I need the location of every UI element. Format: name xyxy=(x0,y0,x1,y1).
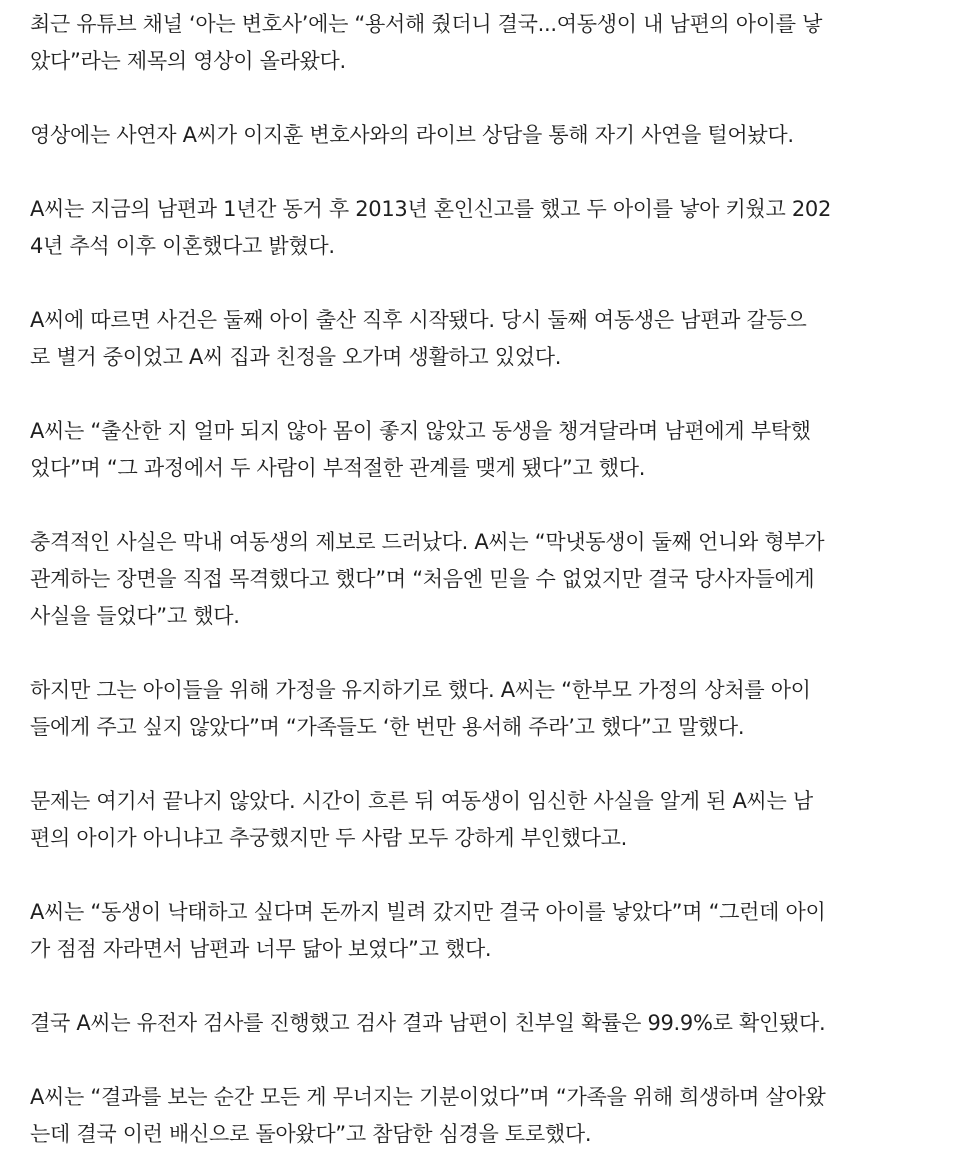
text-line: 었다”며 “그 과정에서 두 사람이 부적절한 관계를 맺게 됐다”고 했다. xyxy=(30,456,646,480)
paragraph xyxy=(30,302,949,376)
text-line: 사실을 들었다”고 했다. xyxy=(30,604,240,628)
text-line: A씨는 “결과를 보는 순간 모든 게 무너지는 기분이었다”며 “가족을 위해 희생하며 살아왔 xyxy=(30,1085,826,1109)
paragraph xyxy=(30,1005,949,1042)
text-line: 로 별거 중이었고 A씨 집과 친정을 오가며 생활하고 있었다. xyxy=(30,345,562,369)
paragraph xyxy=(30,413,949,487)
paragraph xyxy=(30,191,949,265)
text-line: 최근 유튜브 채널 ‘아는 변호사’에는 “용서해 줬더니 결국...여동생이 내 남편의 아이를 낳 xyxy=(30,12,823,36)
text-line: 문제는 여기서 끝나지 않았다. 시간이 흐른 뒤 여동생이 임신한 사실을 알게 된 A씨는 남 xyxy=(30,789,813,813)
text-line: A씨는 “출산한 지 얼마 되지 않아 몸이 좋지 않았고 동생을 챙겨달라며 남편에게 부탁했 xyxy=(30,419,811,443)
text-line: 4년 추석 이후 이혼했다고 밝혔다. xyxy=(30,234,335,258)
text-line: 편의 아이가 아니냐고 추궁했지만 두 사람 모두 강하게 부인했다고. xyxy=(30,826,627,850)
text-line: 았다”라는 제목의 영상이 올라왔다. xyxy=(30,49,346,73)
text-line: 하지만 그는 아이들을 위해 가정을 유지하기로 했다. A씨는 “한부모 가정의 상처를 아이 xyxy=(30,678,811,702)
text-line: A씨는 “동생이 낙태하고 싶다며 돈까지 빌려 갔지만 결국 아이를 낳았다”며 “그런데 아이 xyxy=(30,900,826,924)
text-line: 들에게 주고 싶지 않았다”며 “가족들도 ‘한 번만 용서해 주라’고 했다”고 말했다. xyxy=(30,715,745,739)
paragraph xyxy=(30,894,949,968)
text-line: 충격적인 사실은 막내 여동생의 제보로 드러났다. A씨는 “막냇동생이 둘째 언니와 형부가 xyxy=(30,530,825,554)
paragraph xyxy=(30,672,949,746)
paragraph xyxy=(30,783,949,857)
text-line: 관계하는 장면을 직접 목격했다고 했다”며 “처음엔 믿을 수 없었지만 결국 당사자들에게 xyxy=(30,567,815,591)
text-line: 는데 결국 이런 배신으로 돌아왔다”고 참담한 심경을 토로했다. xyxy=(30,1122,592,1146)
text-line: A씨는 지금의 남편과 1년간 동거 후 2013년 혼인신고를 했고 두 아이를 낳아 키웠고 202 xyxy=(30,197,832,221)
text-line: 가 점점 자라면서 남편과 너무 닮아 보였다”고 했다. xyxy=(30,937,492,961)
paragraph xyxy=(30,524,949,635)
text-line: 영상에는 사연자 A씨가 이지훈 변호사와의 라이브 상담을 통해 자기 사연을 털어놨다. xyxy=(30,123,794,147)
paragraph xyxy=(30,1079,949,1153)
paragraph xyxy=(30,6,949,80)
text-line: 결국 A씨는 유전자 검사를 진행했고 검사 결과 남편이 친부일 확률은 99.9%로 확인됐다. xyxy=(30,1011,826,1035)
text-line: A씨에 따르면 사건은 둘째 아이 출산 직후 시작됐다. 당시 둘째 여동생은 남편과 갈등으 xyxy=(30,308,807,332)
paragraph xyxy=(30,117,949,154)
